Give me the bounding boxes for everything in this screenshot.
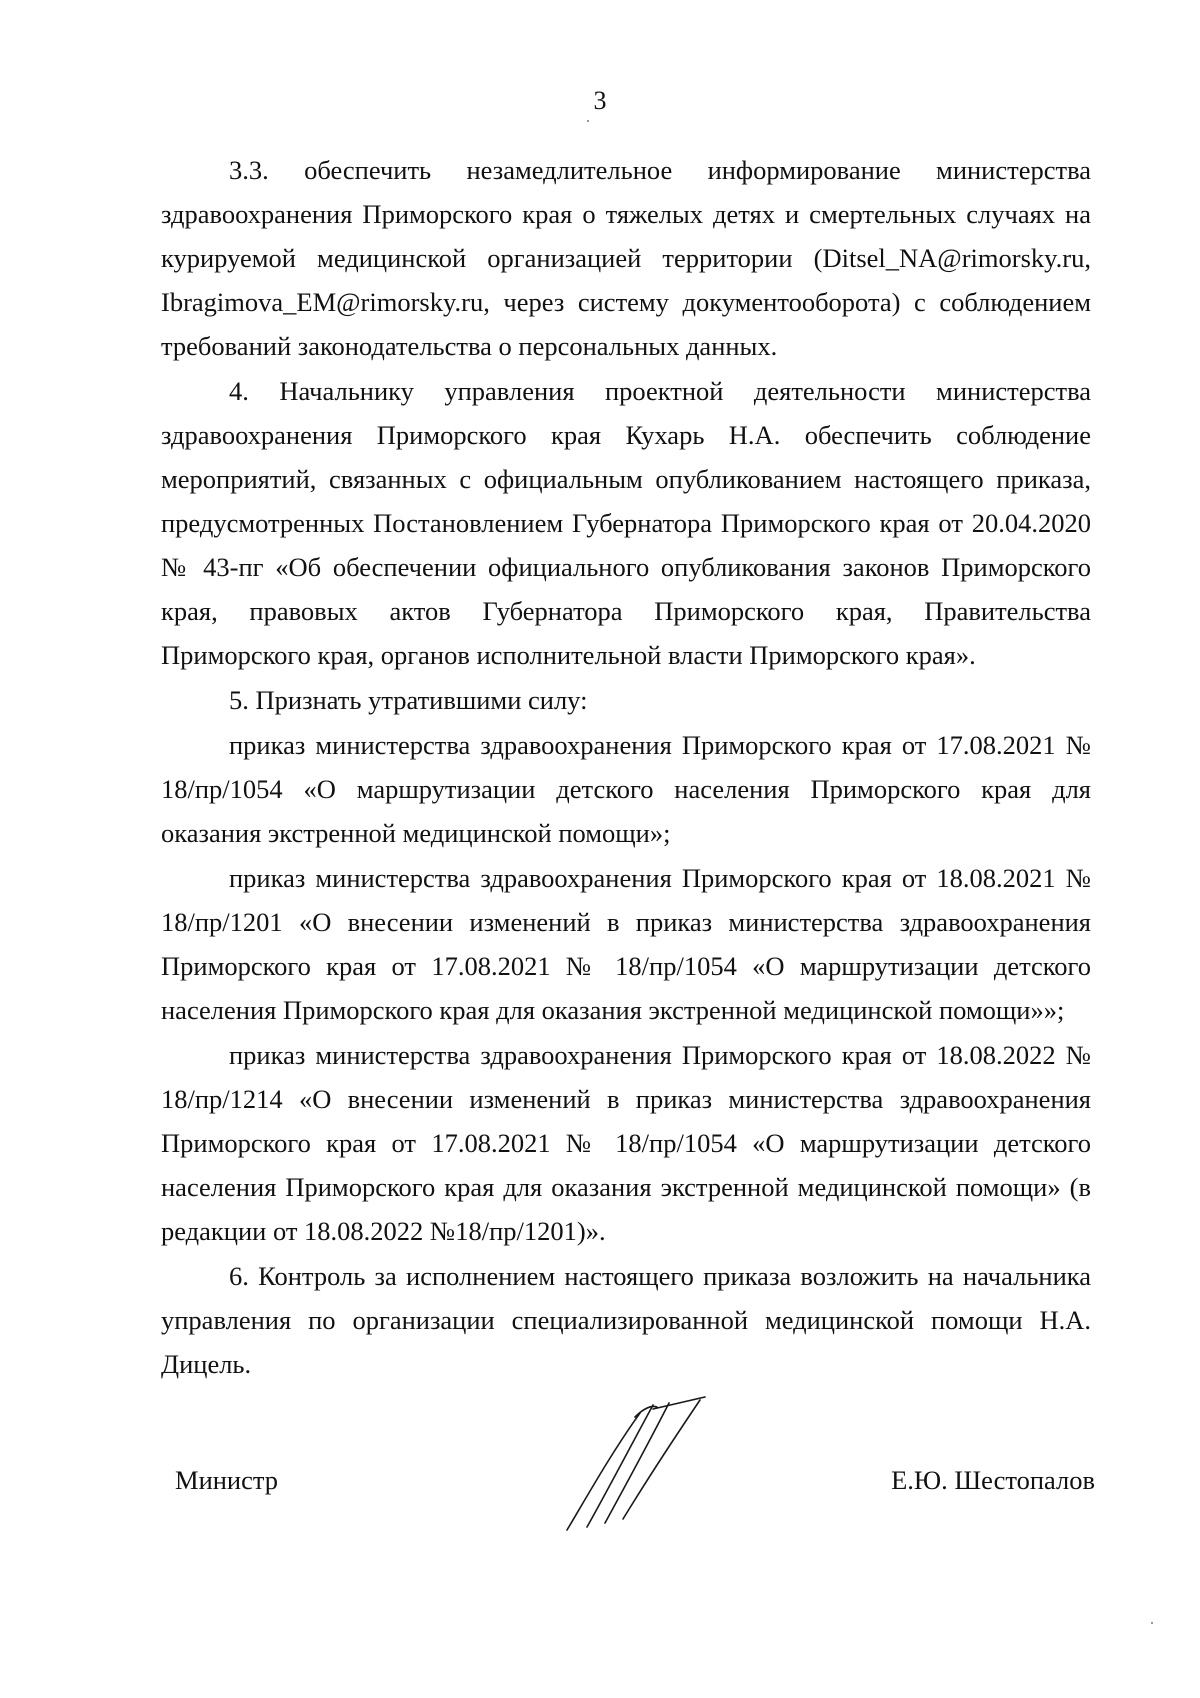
paragraph-5-order-2: приказ министерства здравоохранения Приморского края от 18.08.2021 № 18/пр/1201 «О внесении изменений в приказ министерства здравоохранения Приморского края от 17.08.2021 № 18/пр/1054 «О маршрутизации детского населения Приморского края для оказания экстренной медицинской помощи»»; (161, 863, 1091, 1025)
paragraph-6: 6. Контроль за исполнением настоящего приказа возложить на начальника управления по организации специализированной медицинской помощи Н.А. Дицель. (161, 1261, 1091, 1379)
document-body (161, 148, 1091, 1387)
paragraph-5-order-1: приказ министерства здравоохранения Приморского края от 17.08.2021 № 18/пр/1054 «О маршрутизации детского населения Приморского края для оказания экстренной медицинской помощи»; (161, 730, 1091, 848)
page-number: 3 (593, 86, 607, 115)
scan-speck (587, 120, 589, 122)
paragraph-4: 4. Начальнику управления проектной деятельности министерства здравоохранения Приморского края Кухарь Н.А. обеспечить соблюдение мероприятий, связанных с официальным опубликованием настоящего приказа, предусмотренных Постановлением Губернатора Приморского края от 20.04.2020 № 43-пг «Об обеспечении официального опубликования законов Приморского края, правовых актов Губернатора Приморского края, Правительства Приморского края, органов исполнительной власти Приморского края». (161, 376, 1091, 670)
paragraph-5: 5. Признать утратившими силу: (229, 685, 588, 715)
paragraph-5-order-3: приказ министерства здравоохранения Приморского края от 18.08.2022 № 18/пр/1214 «О внесении изменений в приказ министерства здравоохранения Приморского края от 17.08.2021 № 18/пр/1054 «О маршрутизации детского населения Приморского края для оказания экстренной медицинской помощи» (в редакции от 18.08.2022 №18/пр/1201)». (161, 1040, 1091, 1246)
paragraph-3-3: 3.3. обеспечить незамедлительное информирование министерства здравоохранения Приморского края о тяжелых детях и смертельных случаях на курируемой медицинской организацией территории (Ditsel_NA@rimorsky.ru, Ibragimova_EM@rimorsky.ru, через систему документооборота) с соблюдением требований законодательства о персональных данных. (161, 155, 1091, 361)
scan-speck (1151, 1622, 1153, 1624)
signatory-title: Министр (175, 1465, 279, 1495)
signature-block (175, 1465, 1095, 1505)
signatory-name: Е.Ю. Шестопалов (891, 1465, 1095, 1495)
